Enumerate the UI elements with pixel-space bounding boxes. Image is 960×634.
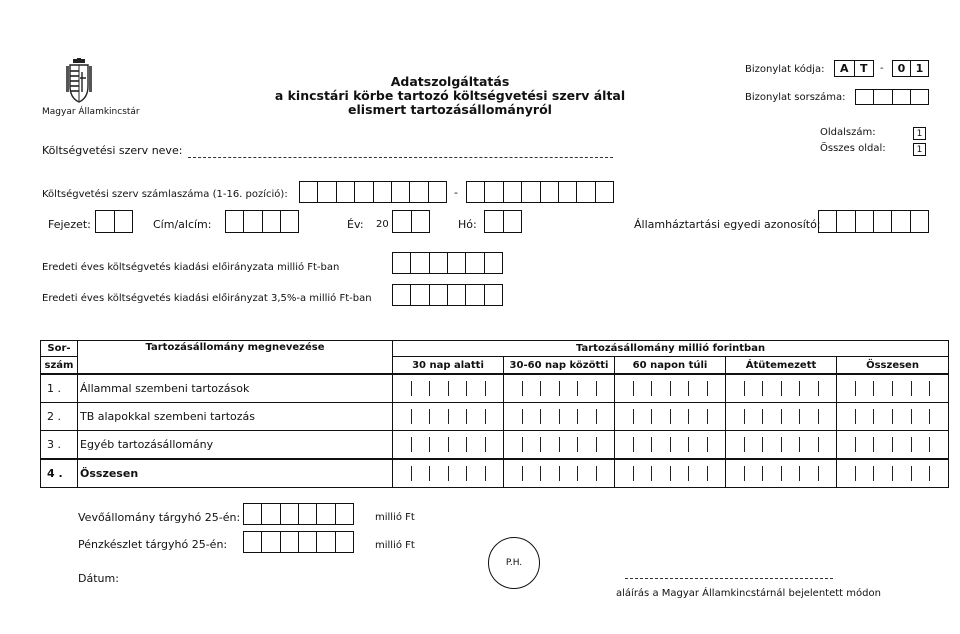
org-name-input-line[interactable] xyxy=(188,157,613,158)
title-line-3: elismert tartozásállományról xyxy=(348,102,552,117)
cell-input[interactable] xyxy=(837,374,949,403)
cell-input[interactable] xyxy=(837,431,949,460)
doc-serial-label: Bizonylat sorszáma: xyxy=(745,92,846,103)
doc-code-char: A xyxy=(835,61,855,76)
title-line-1: Adatszolgáltatás xyxy=(390,74,510,89)
page-number-label: Oldalszám: xyxy=(820,127,876,138)
cell-input[interactable] xyxy=(726,403,837,431)
title-field[interactable] xyxy=(225,210,299,233)
row-name: Állammal szembeni tartozások xyxy=(78,374,393,403)
state-id-label: Államháztartási egyedi azonosító: xyxy=(634,218,821,231)
doc-serial-field[interactable] xyxy=(855,89,929,105)
cell-input[interactable] xyxy=(504,459,615,488)
total-pages-label: Összes oldal: xyxy=(820,143,886,154)
col-num-header-1: Sor- xyxy=(41,341,78,357)
page-number-field[interactable]: 1 xyxy=(913,127,926,140)
signature-label: aláírás a Magyar Államkincstárnál bejelentett módon xyxy=(616,588,881,599)
cell-input[interactable] xyxy=(615,403,726,431)
cell-input[interactable] xyxy=(393,459,504,488)
month-label: Hó: xyxy=(458,218,477,231)
cash-field[interactable] xyxy=(243,531,354,553)
chapter-label: Fejezet: xyxy=(48,218,91,231)
budget-pct-label: Eredeti éves költségvetés kiadási előirányzat 3,5%-a millió Ft-ban xyxy=(42,293,372,304)
cell-input[interactable] xyxy=(615,431,726,460)
group-header: Tartozásállomány millió forintban xyxy=(393,341,949,357)
doc-code-separator: - xyxy=(880,63,884,74)
sub-header: Átütemezett xyxy=(726,357,837,375)
cell-input[interactable] xyxy=(726,431,837,460)
year-prefix: 20 xyxy=(376,219,389,230)
doc-code-field-1[interactable] xyxy=(834,60,874,77)
year-field[interactable] xyxy=(392,210,430,233)
row-number: 1 . xyxy=(41,374,78,403)
title-line-2: a kincstári körbe tartozó költségvetési szerv által xyxy=(274,88,626,103)
row-name: Összesen xyxy=(78,459,393,488)
stamp-circle: P.H. xyxy=(488,537,540,589)
doc-code-label: Bizonylat kódja: xyxy=(745,64,825,75)
signature-line[interactable] xyxy=(625,578,833,579)
cell-input[interactable] xyxy=(615,374,726,403)
row-number: 3 . xyxy=(41,431,78,460)
receivables-field[interactable] xyxy=(243,503,354,525)
account-label: Költségvetési szerv számlaszáma (1-16. pozíció): xyxy=(42,189,288,200)
receivables-label: Vevőállomány tárgyhó 25-én: xyxy=(78,511,241,524)
account-separator: - xyxy=(454,186,458,199)
cell-input[interactable] xyxy=(504,431,615,460)
table-row xyxy=(41,431,949,460)
doc-code-field-2[interactable] xyxy=(892,60,929,77)
budget-pct-field[interactable] xyxy=(392,284,503,306)
cell-input[interactable] xyxy=(837,459,949,488)
year-label: Év: xyxy=(347,218,364,231)
cash-label: Pénzkészlet tárgyhó 25-én: xyxy=(78,538,228,551)
cell-input[interactable] xyxy=(726,459,837,488)
row-number: 4 . xyxy=(41,459,78,488)
cell-input[interactable] xyxy=(504,403,615,431)
sub-header: 30 nap alatti xyxy=(393,357,504,375)
cell-input[interactable] xyxy=(393,431,504,460)
cell-input[interactable] xyxy=(393,403,504,431)
table-row-total xyxy=(41,459,949,488)
row-number: 2 . xyxy=(41,403,78,431)
cell-input[interactable] xyxy=(615,459,726,488)
page-title xyxy=(250,75,650,117)
col-num-header-2: szám xyxy=(41,357,78,375)
sub-header: 30-60 nap közötti xyxy=(504,357,615,375)
table-row xyxy=(41,374,949,403)
cash-unit: millió Ft xyxy=(375,540,415,551)
row-name: TB alapokkal szembeni tartozás xyxy=(78,403,393,431)
total-pages-field[interactable]: 1 xyxy=(913,143,926,156)
cell-input[interactable] xyxy=(837,403,949,431)
cell-input[interactable] xyxy=(393,374,504,403)
title-label: Cím/alcím: xyxy=(153,218,212,231)
state-id-field[interactable] xyxy=(818,210,929,233)
doc-code-char: 1 xyxy=(915,62,924,75)
debt-table xyxy=(40,340,949,488)
coat-of-arms-logo xyxy=(64,58,94,104)
table-row xyxy=(41,403,949,431)
sub-header: 60 napon túli xyxy=(615,357,726,375)
account-field-1[interactable] xyxy=(299,181,447,203)
chapter-field[interactable] xyxy=(95,210,133,233)
month-field[interactable] xyxy=(484,210,522,233)
account-field-2[interactable] xyxy=(466,181,614,203)
col-name-header: Tartozásállomány megnevezése xyxy=(78,341,393,375)
cell-input[interactable] xyxy=(726,374,837,403)
date-label: Dátum: xyxy=(78,572,119,585)
doc-code-char: T xyxy=(859,62,868,75)
org-name: Magyar Államkincstár xyxy=(42,107,140,117)
sub-header: Összesen xyxy=(837,357,949,375)
budget-label: Eredeti éves költségvetés kiadási előirányzata millió Ft-ban xyxy=(42,262,340,273)
row-name: Egyéb tartozásállomány xyxy=(78,431,393,460)
budget-field[interactable] xyxy=(392,252,503,274)
cell-input[interactable] xyxy=(504,374,615,403)
org-name-label: Költségvetési szerv neve: xyxy=(42,144,183,157)
receivables-unit: millió Ft xyxy=(375,512,415,523)
doc-code-char: 0 xyxy=(893,61,911,76)
